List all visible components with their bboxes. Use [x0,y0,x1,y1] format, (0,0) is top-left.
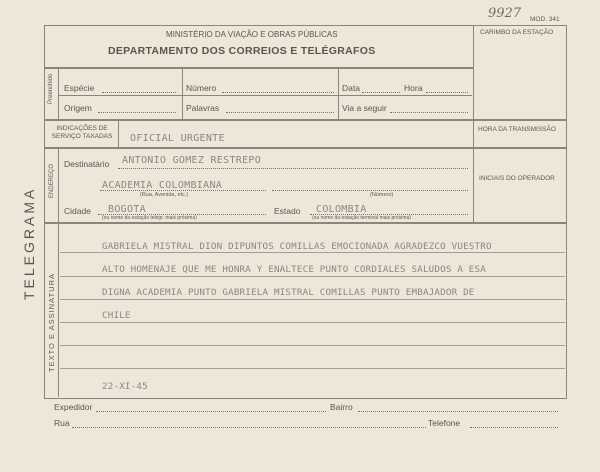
via-label: Via a seguir [342,103,387,113]
state-label: Estado [274,206,301,216]
via-field [390,112,468,113]
operator-initials-box [473,147,567,224]
transmission-time-label: HORA DA TRANSMISSÃO [478,126,556,133]
handwritten-number: 9927 [488,6,522,21]
service-typed: OFICIAL URGENTE [130,133,225,144]
filled-by-label: Preenchido [48,73,54,104]
station-stamp-box [473,25,567,121]
message-line-1: GABRIELA MISTRAL DION DIPUNTOS COMILLAS EMOCIONADA AGRADEZCO VUESTRO [102,241,492,252]
district-label: Bairro [330,402,353,412]
recipient-typed: ANTONIO GOMEZ RESTREPO [122,155,262,166]
state-typed: COLOMBIA [316,204,367,215]
recipient-field [118,168,468,169]
address-typed: ACADEMIA COLOMBIANA [102,180,223,191]
city-typed: BOGOTA [108,204,146,215]
telegram-side-title: TELEGRAMA [21,186,37,300]
city-label: Cidade [64,206,91,216]
message-line-2: ALTO HOMENAJE QUE ME HONRA Y ENALTECE PUNTO CORDIALES SALUDOS A ESA [102,264,486,275]
street-field [72,427,426,428]
data-label: Data [342,83,360,93]
hora-field [426,92,468,93]
phone-field [470,427,558,428]
numero-field [222,92,334,93]
phone-label: Telefone [428,418,461,428]
sender-label: Expedidor [54,402,93,412]
message-date: 22-XI-45 [102,381,148,392]
message-vertical-label: TEXTO E ASSINATURA [47,273,56,372]
palavras-field [226,112,334,113]
street-hint: (Rua, Avenida, etc.) [140,192,189,198]
model-number: MOD. 341 [530,16,560,23]
especie-label: Espécie [64,83,95,93]
palavras-label: Palavras [186,103,220,113]
state-hint: (ou nome da estação terminal mais próxima) [312,215,411,221]
number-hint: (Número) [370,192,394,198]
numero-label: Número [186,83,217,93]
transmission-time-box [473,119,567,149]
origem-field [98,112,176,113]
operator-initials-label: INICIAIS DO OPERADOR [479,175,555,182]
address-vertical-label: ENDEREÇO [49,163,55,198]
district-field [358,411,558,412]
message-line-3: DIGNA ACADEMIA PUNTO GABRIELA MISTRAL COMILLAS PUNTO EMBAJADOR DE [102,287,475,298]
sender-field [96,411,326,412]
service-label: INDICAÇÕES DE SERVIÇO TAXADAS [51,125,113,140]
recipient-label: Destinatário [64,159,110,169]
especie-field [102,92,176,93]
message-line-4: CHILE [102,310,131,321]
data-field [362,92,400,93]
origem-label: Origem [64,103,92,113]
station-stamp-label: CARIMBO DA ESTAÇÃO [480,29,554,36]
city-hint: (ou nome da estação telegr. mais próxima) [102,215,197,221]
hora-label: Hora [404,83,423,93]
ministry-title: MINISTÉRIO DA VIAÇÃO E OBRAS PÚBLICAS [166,30,338,39]
street-label: Rua [54,418,70,428]
department-title: DEPARTAMENTO DOS CORREIOS E TELÉGRAFOS [108,45,376,57]
address-number-field [272,190,468,191]
